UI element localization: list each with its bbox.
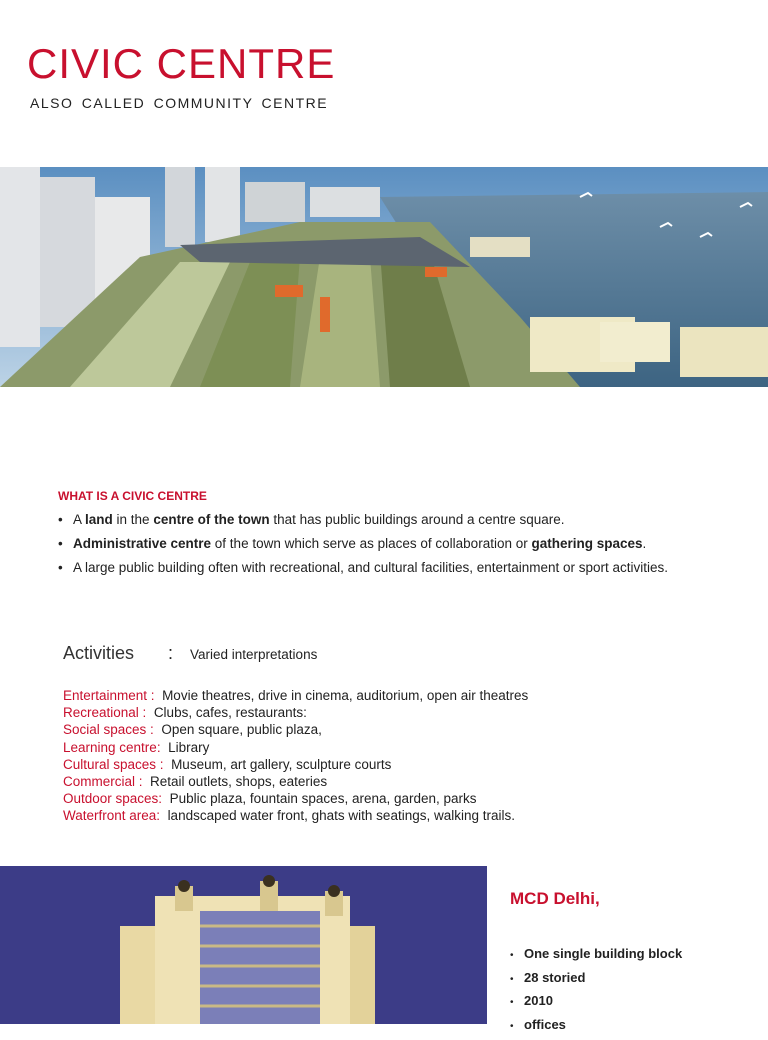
- activities-colon: :: [168, 643, 190, 664]
- list-item: • 2010: [510, 993, 682, 1017]
- activities-list: [63, 688, 528, 826]
- mcd-tower-model-image: [0, 866, 487, 1024]
- what-is-list: [58, 512, 738, 584]
- activity-row: Commercial : Retail outlets, shops, eateries: [63, 774, 528, 791]
- list-item: • A large public building often with recreational, and cultural facilities, entertainment or sport activities.: [58, 560, 738, 576]
- list-item: • offices: [510, 1017, 682, 1040]
- activity-row: Outdoor spaces: Public plaza, fountain spaces, arena, garden, parks: [63, 791, 528, 808]
- activities-header: [63, 643, 317, 664]
- list-item: • Administrative centre of the town which serve as places of collaboration or gathering spaces.: [58, 536, 738, 552]
- list-item: • One single building block: [510, 946, 682, 970]
- list-item: • A land in the centre of the town that has public buildings around a centre square.: [58, 512, 738, 528]
- activities-value: Varied interpretations: [190, 647, 317, 662]
- activity-row: Waterfront area: landscaped water front, ghats with seatings, walking trails.: [63, 808, 528, 825]
- mcd-list: [510, 946, 682, 1040]
- page-title: CIVIC CENTRE: [27, 40, 335, 88]
- mcd-title: MCD Delhi,: [510, 889, 600, 909]
- civic-centre-rendering-image: [0, 167, 768, 387]
- activity-row: Entertainment : Movie theatres, drive in cinema, auditorium, open air theatres: [63, 688, 528, 705]
- what-is-heading: WHAT IS A CIVIC CENTRE: [58, 489, 207, 503]
- activities-label: Activities: [63, 643, 168, 664]
- activity-row: Recreational : Clubs, cafes, restaurants:: [63, 705, 528, 722]
- activity-row: Learning centre: Library: [63, 740, 528, 757]
- list-item: • 28 storied: [510, 970, 682, 994]
- page-subtitle: ALSO CALLED COMMUNITY CENTRE: [30, 95, 328, 111]
- activity-row: Social spaces : Open square, public plaza,: [63, 722, 528, 739]
- activity-row: Cultural spaces : Museum, art gallery, sculpture courts: [63, 757, 528, 774]
